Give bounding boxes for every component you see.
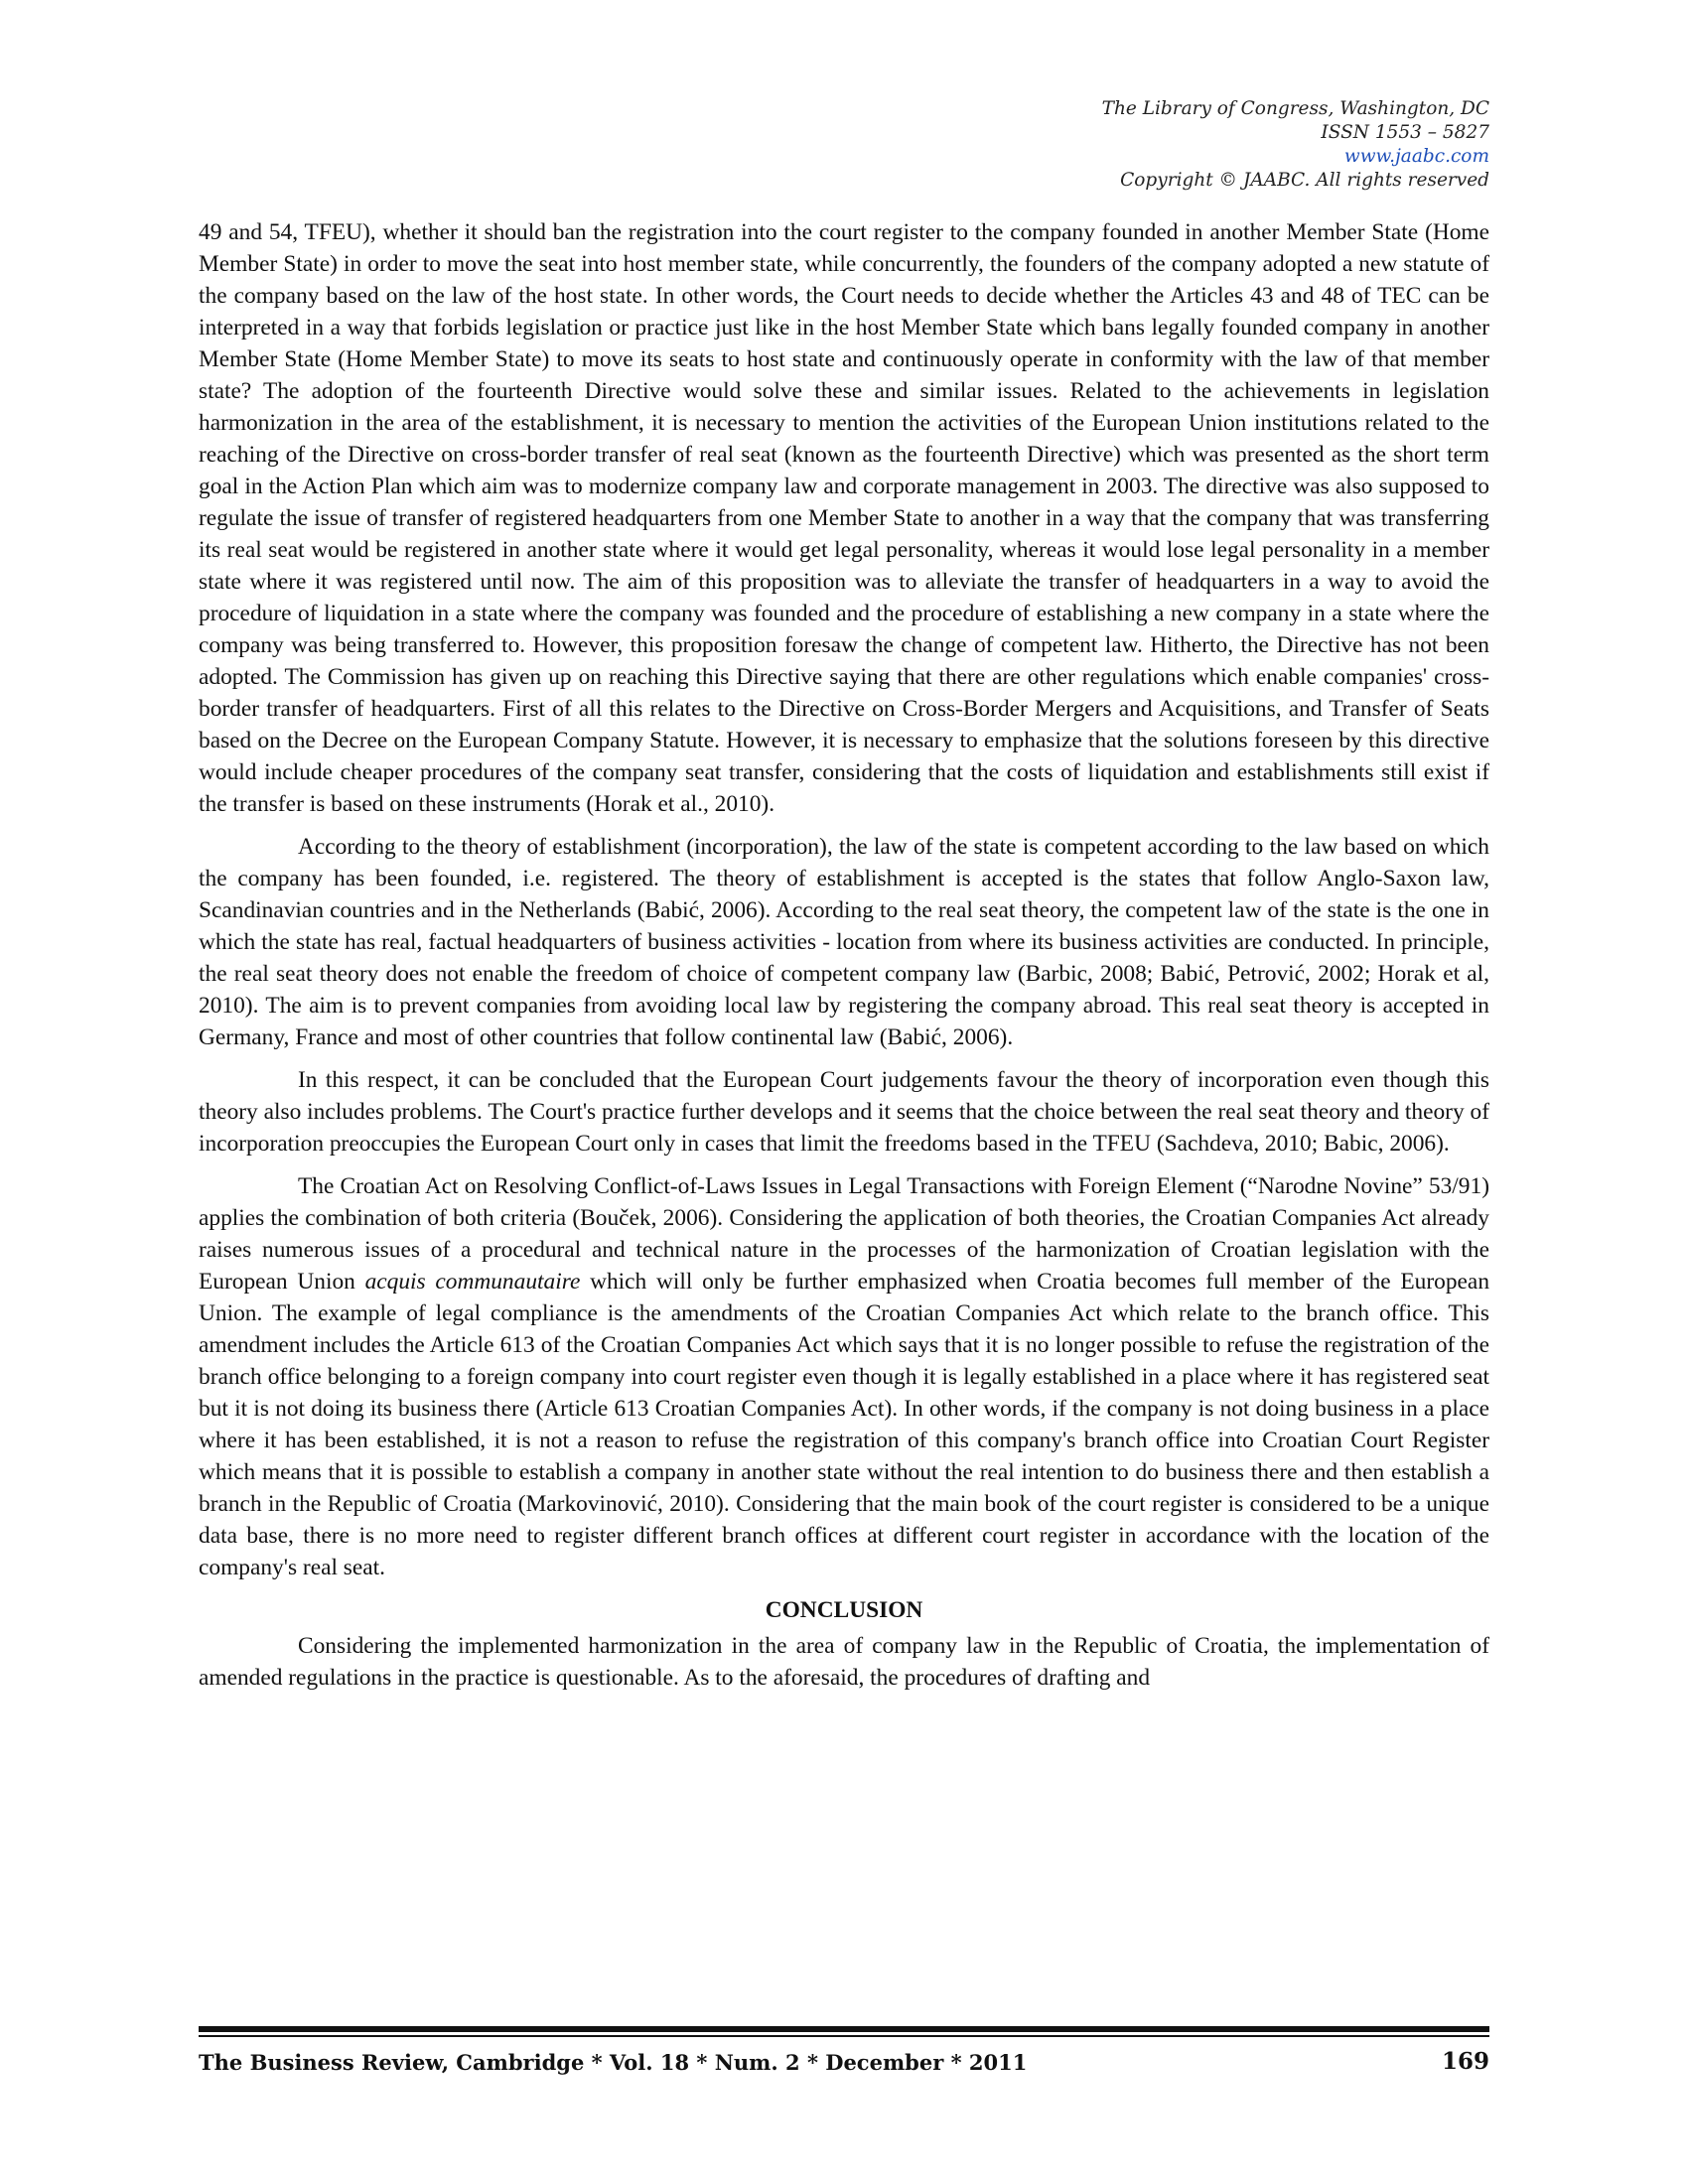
- paragraph-3: In this respect, it can be concluded that the European Court judgements favour the theory of incorporation even though this theory also includes problems. The Court's practice further develops and it seems that the choice between the real seat theory and theory of incorporation preoccupies the European Court only in cases that limit the freedoms based in the TFEU (Sachdeva, 2010; Babic, 2006).: [199, 1067, 1489, 1157]
- footer-journal-info: The Business Review, Cambridge * Vol. 18 * Num. 2 * December * 2011: [199, 2050, 1028, 2075]
- paragraph-4: [199, 1170, 1489, 1583]
- journal-header: [794, 97, 1489, 193]
- footer-page-number: 169: [1441, 2048, 1489, 2075]
- paragraph-4-text-b: which will only be further emphasized when Croatia becomes full member of the European Union. The example of legal compliance is the amendments of the Croatian Companies Act which relate to the branch office. This amendment includes the Article 613 of the Croatian Companies Act which says that it is no longer possible to refuse the registration of the branch office belonging to a foreign company into court register even though it is legally established in a place where it has registered seat but it is not doing its business there (Article 613 Croatian Companies Act). In other words, if the company is not doing business in a place where it has been established, it is not a reason to refuse the registration of this company's branch office into Croatian Court Register which means that it is possible to establish a company in another state without the real intention to do business there and then establish a branch in the Republic of Croatia (Markovinović, 2010). Considering that the main book of the court register is considered to be a unique data base, there is no more need to register different branch offices at different court register in accordance with the location of the company's real seat.: [199, 1269, 1490, 1580]
- paragraph-5: Considering the implemented harmonization in the area of company law in the Republic of Croatia, the implementation of amended regulations in the practice is questionable. As to the aforesaid, the procedures of drafting and: [199, 1633, 1489, 1691]
- header-library: The Library of Congress, Washington, DC: [1101, 98, 1489, 119]
- header-copyright: Copyright © JAABC. All rights reserved: [1120, 170, 1489, 191]
- paragraph-4-text-a: The Croatian Act on Resolving Conflict-of-Laws Issues in Legal Transactions with Foreign Element (“Narodne Novine” 53/91) applies the combination of both criteria (Bouček, 2006). Considering the application of both theories, the Croatian Companies Act already raises numerous issues of a procedural and technical nature in the processes of the harmonization of Croatian legislation with the European Union: [199, 1173, 1489, 1295]
- header-website-link[interactable]: www.jaabc.com: [1343, 146, 1489, 167]
- footer-rule-thick: [199, 2026, 1489, 2032]
- footer-rule-thin: [199, 2035, 1489, 2037]
- paragraph-1: 49 and 54, TFEU), whether it should ban the registration into the court register to the company founded in another Member State (Home Member State) in order to move the seat into host member state, while concurrently, the founders of the company adopted a new statute of the company based on the law of the host state. In other words, the Court needs to decide whether the Articles 43 and 48 of TEC can be interpreted in a way that forbids legislation or practice just like in the host Member State which bans legally founded company in another Member State (Home Member State) to move its seats to host state and continuously operate in conformity with the law of that member state? The adoption of the fourteenth Directive would solve these and similar issues. Related to the achievements in legislation harmonization in the area of the establishment, it is necessary to mention the activities of the European Union institutions related to the reaching of the Directive on cross-border transfer of real seat (known as the fourteenth Directive) which was presented as the short term goal in the Action Plan which aim was to modernize company law and corporate management in 2003. The directive was also supposed to regulate the issue of transfer of registered headquarters from one Member State to another in a way that the company that was transferring its real seat would be registered in another state where it would get legal personality, whereas it would lose legal personality in a member state where it was registered until now. The aim of this proposition was to alleviate the transfer of headquarters in a way to avoid the procedure of liquidation in a state where the company was founded and the procedure of establishing a new company in a state where the company was being transferred to. However, this proposition foresaw the change of competent law. Hitherto, the Directive has not been adopted. The Commission has given up on reaching this Directive saying that there are other regulations which enable companies' cross-border transfer of headquarters. First of all this relates to the Directive on Cross-Border Mergers and Acquisitions, and Transfer of Seats based on the Decree on the European Company Statute. However, it is necessary to emphasize that the solutions foreseen by this directive would include cheaper procedures of the company seat transfer, considering that the costs of liquidation and establishments still exist if the transfer is based on these instruments (Horak et al., 2010).: [199, 219, 1489, 817]
- article-body: [199, 216, 1489, 1694]
- conclusion-heading: CONCLUSION: [765, 1597, 923, 1623]
- paragraph-2: According to the theory of establishment (incorporation), the law of the state is competent according to the law based on which the company has been founded, i.e. registered. The theory of establishment is accepted is the states that follow Anglo-Saxon law, Scandinavian countries and in the Netherlands (Babić, 2006). According to the real seat theory, the competent law of the state is the one in which the state has real, factual headquarters of business activities - location from where its business activities are conducted. In principle, the real seat theory does not enable the freedom of choice of competent company law (Barbic, 2008; Babić, Petrović, 2002; Horak et al, 2010). The aim is to prevent companies from avoiding local law by registering the company abroad. This real seat theory is accepted in Germany, France and most of other countries that follow continental law (Babić, 2006).: [199, 834, 1489, 1050]
- header-issn: ISSN 1553 – 5827: [1321, 122, 1489, 143]
- paragraph-4-italic-term: acquis communautaire: [364, 1269, 581, 1295]
